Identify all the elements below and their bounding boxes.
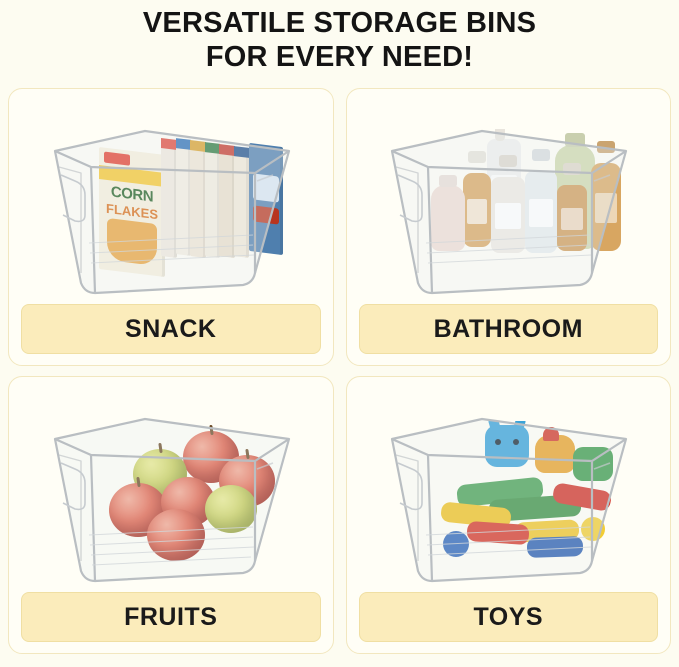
- bin-label-fruits: [21, 592, 321, 642]
- bin-card-toys: [346, 376, 672, 654]
- bin-card-snack: [8, 88, 334, 366]
- bin-label-text: TOYS: [473, 602, 544, 631]
- bin-label-text: BATHROOM: [433, 314, 583, 343]
- storage-bin: [41, 123, 301, 303]
- storage-bin: [378, 411, 638, 591]
- bin-label-toys: [359, 592, 659, 642]
- bin-label-text: SNACK: [125, 314, 217, 343]
- storage-bin: [378, 123, 638, 303]
- bins-grid: [8, 88, 671, 654]
- storage-bin-outline: [378, 411, 638, 591]
- headline-line-2: FOR EVERY NEED!: [205, 41, 474, 74]
- clear-storage-bin-with-cereal-boxes: [9, 89, 333, 311]
- clear-storage-bin-with-apples: [9, 377, 333, 599]
- storage-bin-outline: [41, 123, 301, 303]
- bin-label-snack: [21, 304, 321, 354]
- clear-storage-bin-with-toiletries: [347, 89, 671, 311]
- bin-label-bathroom: [359, 304, 659, 354]
- bin-card-fruits: [8, 376, 334, 654]
- bin-card-bathroom: [346, 88, 672, 366]
- bin-label-text: FRUITS: [124, 602, 218, 631]
- headline-line-1: VERSATILE STORAGE BINS: [142, 7, 537, 39]
- storage-bin-outline: [41, 411, 301, 591]
- clear-storage-bin-with-toys: [347, 377, 671, 599]
- storage-bin-outline: [378, 123, 638, 303]
- storage-bin: [41, 411, 301, 591]
- page-title: [0, 0, 679, 74]
